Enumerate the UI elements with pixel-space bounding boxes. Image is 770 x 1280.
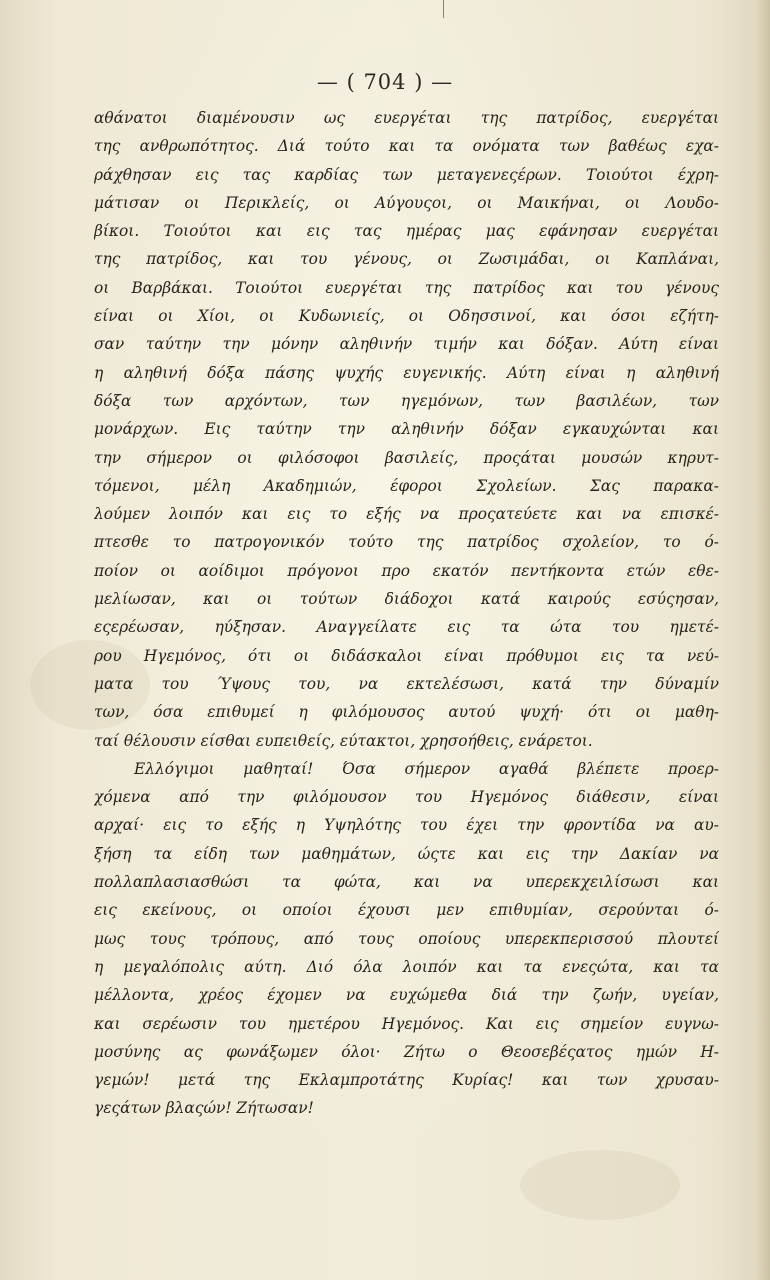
text-line: βίκοι. Τοιούτοι και εις τας ημέρας μας εφάνησαν ευεργέται bbox=[94, 222, 719, 241]
text-line: μονάρχων. Εις ταύτην την αληθινήν δόξαν εγκαυχώνται και bbox=[94, 420, 719, 439]
text-line: της ανθρωπότητος. Διά τούτο και τα ονόματα των βαθέως εχα- bbox=[94, 137, 719, 156]
text-line: γεμών! μετά της Εκλαμπροτάτης Κυρίας! και των χρυσαυ- bbox=[94, 1071, 719, 1090]
text-line: πτεσθε το πατρογονικόν τούτο της πατρίδος σχολείον, το ό- bbox=[94, 533, 719, 552]
text-line: η αληθινή δόξα πάσης ψυχής ευγενικής. Αύτη είναι η αληθινή bbox=[94, 363, 719, 382]
page-edge-shadow bbox=[756, 0, 770, 1280]
text-line: δόξα των αρχόντων, των ηγεμόνων, των βασιλέων, των bbox=[94, 391, 719, 410]
paragraph-2 bbox=[94, 755, 719, 1123]
paper-stain bbox=[520, 1150, 680, 1220]
text-line: μέλλοντα, χρέος έχομεν να ευχώμεθα διά την ζωήν, υγείαν, bbox=[94, 986, 719, 1005]
text-line: η μεγαλόπολις αύτη. Διό όλα λοιπόν και τα ενεςώτα, και τα bbox=[94, 957, 719, 976]
text-line: είναι οι Χίοι, οι Κυδωνιείς, οι Οδησσινοί, και όσοι εζήτη- bbox=[94, 307, 719, 326]
text-line: αρχαί· εις το εξής η Υψηλότης του έχει την φροντίδα να αυ- bbox=[94, 816, 719, 835]
body-text bbox=[94, 104, 719, 1123]
text-line: μάτισαν οι Περικλείς, οι Αύγουςοι, οι Μαικήναι, οι Λουδο- bbox=[94, 193, 719, 212]
text-line: πολλαπλασιασθώσι τα φώτα, και να υπερεκχειλίσωσι και bbox=[94, 873, 719, 892]
paragraph-1 bbox=[94, 104, 719, 755]
text-line: ρου Ηγεμόνος, ότι οι διδάσκαλοι είναι πρόθυμοι εις τα νεύ- bbox=[94, 646, 719, 665]
text-line: τόμενοι, μέλη Ακαδημιών, έφοροι Σχολείων. Σας παρακα- bbox=[94, 476, 719, 495]
text-line: εις εκείνους, οι οποίοι έχουσι μεν επιθυμίαν, σερούνται ό- bbox=[94, 901, 719, 920]
text-line: και σερέωσιν του ημετέρου Ηγεμόνος. Και εις σημείον ευγνω- bbox=[94, 1014, 719, 1033]
text-line: την σήμερον οι φιλόσοφοι βασιλείς, προςάται μουσών κηρυτ- bbox=[94, 448, 719, 467]
text-line: λούμεν λοιπόν και εις το εξής να προςατεύετε και να επισκέ- bbox=[94, 505, 719, 524]
text-line: ράχθησαν εις τας καρδίας των μεταγενεςέρων. Τοιούτοι έχρη- bbox=[94, 165, 719, 184]
text-line: οι Βαρβάκαι. Τοιούτοι ευεργέται της πατρίδος και του γένους bbox=[94, 278, 719, 297]
text-line: σαν ταύτην την μόνην αληθινήν τιμήν και δόξαν. Αύτη είναι bbox=[94, 335, 719, 354]
text-line: γεςάτων βλαςών! Ζήτωσαν! bbox=[94, 1099, 314, 1118]
text-line: των, όσα επιθυμεί η φιλόμουσος αυτού ψυχή· ότι οι μαθη- bbox=[94, 703, 719, 722]
text-line: μοσύνης ας φωνάξωμεν όλοι· Ζήτω ο Θεοσεβέςατος ημών Η- bbox=[94, 1042, 719, 1061]
text-line: εςερέωσαν, ηύξησαν. Αναγγείλατε εις τα ώτα του ημετέ- bbox=[94, 618, 719, 637]
text-line: ξήση τα είδη των μαθημάτων, ώςτε και εις την Δακίαν να bbox=[94, 844, 719, 863]
text-line: αθάνατοι διαμένουσιν ως ευεργέται της πατρίδος, ευεργέται bbox=[94, 109, 719, 127]
page-number-header: — ( 704 ) — bbox=[316, 70, 454, 94]
text-line: μελίωσαν, και οι τούτων διάδοχοι κατά καιρούς εσύςησαν, bbox=[94, 590, 719, 609]
text-line: της πατρίδος, και του γένους, οι Ζωσιμάδαι, οι Καπλάναι, bbox=[94, 250, 719, 269]
text-line: ποίον οι αοίδιμοι πρόγονοι προ εκατόν πεντήκοντα ετών εθε- bbox=[94, 561, 719, 580]
text-line: ταί θέλουσιν είσθαι ευπειθείς, εύτακτοι, χρησοήθεις, ενάρετοι. bbox=[94, 731, 593, 750]
text-line: χόμενα από την φιλόμουσον του Ηγεμόνος διάθεσιν, είναι bbox=[94, 788, 719, 807]
text-line: μως τους τρόπους, από τους οποίους υπερεκπερισσού πλουτεί bbox=[94, 929, 719, 948]
text-line: Ελλόγιμοι μαθηταί! Όσα σήμερον αγαθά βλέπετε προερ- bbox=[134, 759, 719, 778]
binding-mark bbox=[443, 0, 444, 18]
text-line: ματα του Ύψους του, να εκτελέσωσι, κατά την δύναμίν bbox=[94, 674, 719, 693]
